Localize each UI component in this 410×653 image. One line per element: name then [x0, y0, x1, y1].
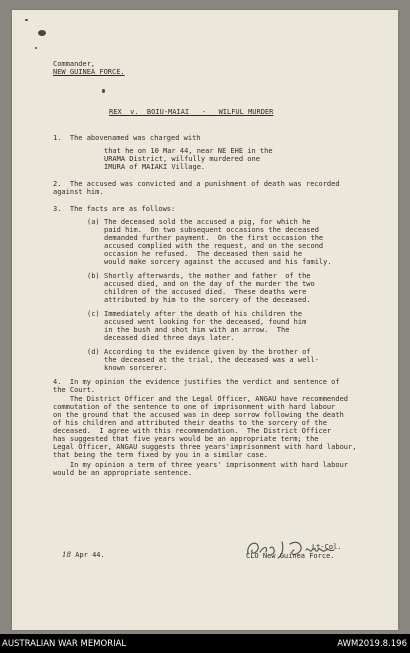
addressee-line-1: Commander,: [53, 60, 96, 68]
para4-line: Legal Officer, ANGAU suggests three years'imprisonment with hard labour,: [53, 443, 357, 451]
fact-b-line: attributed by him to the sorcery of the deceased.: [104, 296, 311, 304]
fact-b-line: accused died, and on the day of the murder the two: [104, 280, 315, 288]
subject-line: REX v. BOIU-MAIAI - WILFUL MURDER: [109, 108, 274, 116]
fact-a-line: demanded further payment. On the first occasion the: [104, 234, 324, 242]
para4-line: would be an appropriate sentence.: [53, 469, 193, 477]
para4-line: In my opinion a term of three years' imprisonment with hard labour: [53, 461, 349, 469]
document-page: [12, 10, 398, 630]
ink-blot: [38, 30, 46, 36]
fact-c-line: in the bush and shot him with an arrow. The: [104, 326, 290, 334]
para4-line: 4. In my opinion the evidence justifies the verdict and sentence of: [53, 378, 340, 386]
footer-accession-number: AWM2019.8.196: [337, 639, 407, 649]
para4-line: The District Officer and the Legal Officer, ANGAU have recommended: [53, 395, 349, 403]
signatory-rank: Lt-Col.: [312, 543, 342, 551]
ink-speck: [35, 47, 37, 49]
para2-line: 2. The accused was convicted and a punishment of death was recorded: [53, 180, 340, 188]
para1-detail-line: URAMA District, wilfully murdered one: [104, 155, 260, 163]
fact-a-line: paid him. On two subsequent occasions the deceased: [104, 226, 319, 234]
fact-a-line: The deceased sold the accused a pig, for which he: [104, 218, 311, 226]
signatory-title: CLO New Guinea Force.: [246, 552, 335, 560]
date-line: Apr 44.: [71, 551, 105, 559]
fact-d-line: known sorcerer.: [104, 364, 168, 372]
para1-detail-line: IMURA of MAIAKI Village.: [104, 163, 206, 171]
fact-b-line: children of the accused died. These deaths were: [104, 288, 307, 296]
footer-institution: AUSTRALIAN WAR MEMORIAL: [2, 639, 127, 649]
fact-letter: (d): [87, 348, 100, 356]
fact-letter: (a): [87, 218, 100, 226]
para4-line: commutation of the sentence to one of imprisonment with hard labour: [53, 403, 336, 411]
fact-a-line: would make sorcery against the accused and his family.: [104, 258, 332, 266]
para4-line: of his children and attributed their deaths to the sorcery of the: [53, 419, 327, 427]
para4-line: the Court.: [53, 386, 96, 394]
fact-c-line: deceased died three days later.: [104, 334, 235, 342]
para1-intro: 1. The abovenamed was charged with: [53, 134, 201, 142]
fact-a-line: occasion he refused. The deceased then said he: [104, 250, 303, 258]
para3-intro: 3. The facts are as follows:: [53, 205, 176, 213]
fact-c-line: Immediately after the death of his children the: [104, 310, 303, 318]
para4-line: deceased. I agree with this recommendation. The District Officer: [53, 427, 332, 435]
para4-line: that being the term fixed by you in a similar case.: [53, 451, 268, 459]
fact-b-line: Shortly afterwards, the mother and father of the: [104, 272, 311, 280]
fact-d-line: According to the evidence given by the brother of: [104, 348, 311, 356]
para2-line: against him.: [53, 188, 104, 196]
para1-detail-line: that he on 10 Mar 44, near NE EHE in the: [104, 147, 273, 155]
ink-speck: [102, 89, 105, 93]
date-day: 18: [62, 551, 71, 559]
ink-speck: [25, 19, 28, 21]
fact-c-line: accused went looking for the deceased, found him: [104, 318, 307, 326]
addressee-line-2: NEW GUINEA FORCE.: [53, 68, 125, 76]
para4-line: on the ground that the accused was in deep sorrow following the death: [53, 411, 344, 419]
fact-letter: (b): [87, 272, 100, 280]
fact-d-line: the deceased at the trial, the deceased was a well-: [104, 356, 319, 364]
fact-a-line: accused complied with the request, and on the second: [104, 242, 324, 250]
para4-line: has suggested that five years would be an appropriate term; the: [53, 435, 319, 443]
archive-footer: [0, 634, 410, 653]
fact-letter: (c): [87, 310, 100, 318]
